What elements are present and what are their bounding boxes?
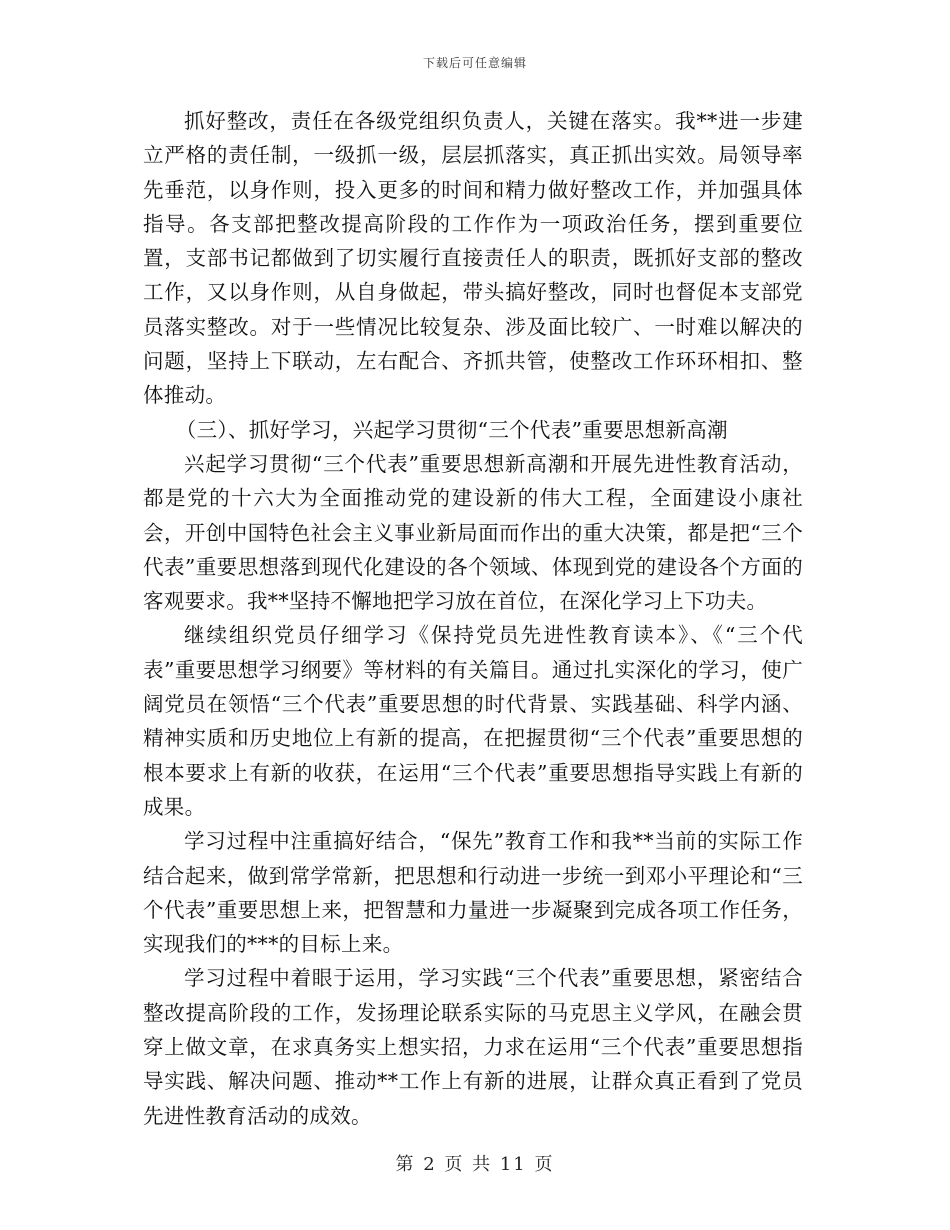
document-body: [143, 104, 803, 1133]
paragraph-combine-work: 学习过程中注重搞好结合，“保先”教育工作和我**当前的实际工作结合起来，做到常学常新，把思想和行动进一步统一到邓小平理论和“三个代表”重要思想上来，把智慧和力量进一步凝聚到完成各项工作任务，实现我们的***的目标上来。: [143, 829, 803, 957]
section-heading-study: （三）、抓好学习，兴起学习贯彻“三个代表”重要思想新高潮: [175, 417, 728, 442]
paragraph-continue-study: 继续组织党员仔细学习《保持党员先进性教育读本》、《“三个代表”重要思想学习纲要》等材料的有关篇目。通过扎实深化的学习，使广阔党员在领悟“三个代表”重要思想的时代背景、实践基础、科学内涵、精神实质和历史地位上有新的提高，在把握贯彻“三个代表”重要思想的根本要求上有新的收获，在运用“三个代表”重要思想指导实践上有新的成果。: [143, 623, 803, 819]
page-header: 下载后可任意编辑: [422, 56, 527, 70]
paragraph-study-upsurge: 兴起学习贯彻“三个代表”重要思想新高潮和开展先进性教育活动，都是党的十六大为全面推动党的建设新的伟大工程，全面建设小康社会，开创中国特色社会主义事业新局面而作出的重大决策，都是把“三个代表”重要思想落到现代化建设的各个领域、体现到党的建设各个方面的客观要求。我**坚持不懈地把学习放在首位，在深化学习上下功夫。: [143, 451, 803, 614]
page-number: 第 2 页 共 11 页: [395, 1154, 555, 1175]
paragraph-rectification: 抓好整改，责任在各级党组织负责人，关键在落实。我**进一步建立严格的责任制，一级抓一级，层层抓落实，真正抓出实效。局领导率先垂范，以身作则，投入更多的时间和精力做好整改工作，并加强具体指导。各支部把整改提高阶段的工作作为一项政治任务，摆到重要位置，支部书记都做到了切实履行直接责任人的职责，既抓好支部的整改工作，又以身作则，从自身做起，带头搞好整改，同时也督促本支部党员落实整改。对于一些情况比较复杂、涉及面比较广、一时难以解决的问题，坚持上下联动，左右配合、齐抓共管，使整改工作环环相扣、整体推动。: [143, 109, 803, 408]
paragraph-apply-practice: 学习过程中着眼于运用，学习实践“三个代表”重要思想，紧密结合整改提高阶段的工作，发扬理论联系实际的马克思主义学风，在融会贯穿上做文章，在求真务实上想实招，力求在运用“三个代表”重要思想指导实践、解决问题、推动**工作上有新的进展，让群众真正看到了党员先进性教育活动的成效。: [143, 966, 803, 1128]
